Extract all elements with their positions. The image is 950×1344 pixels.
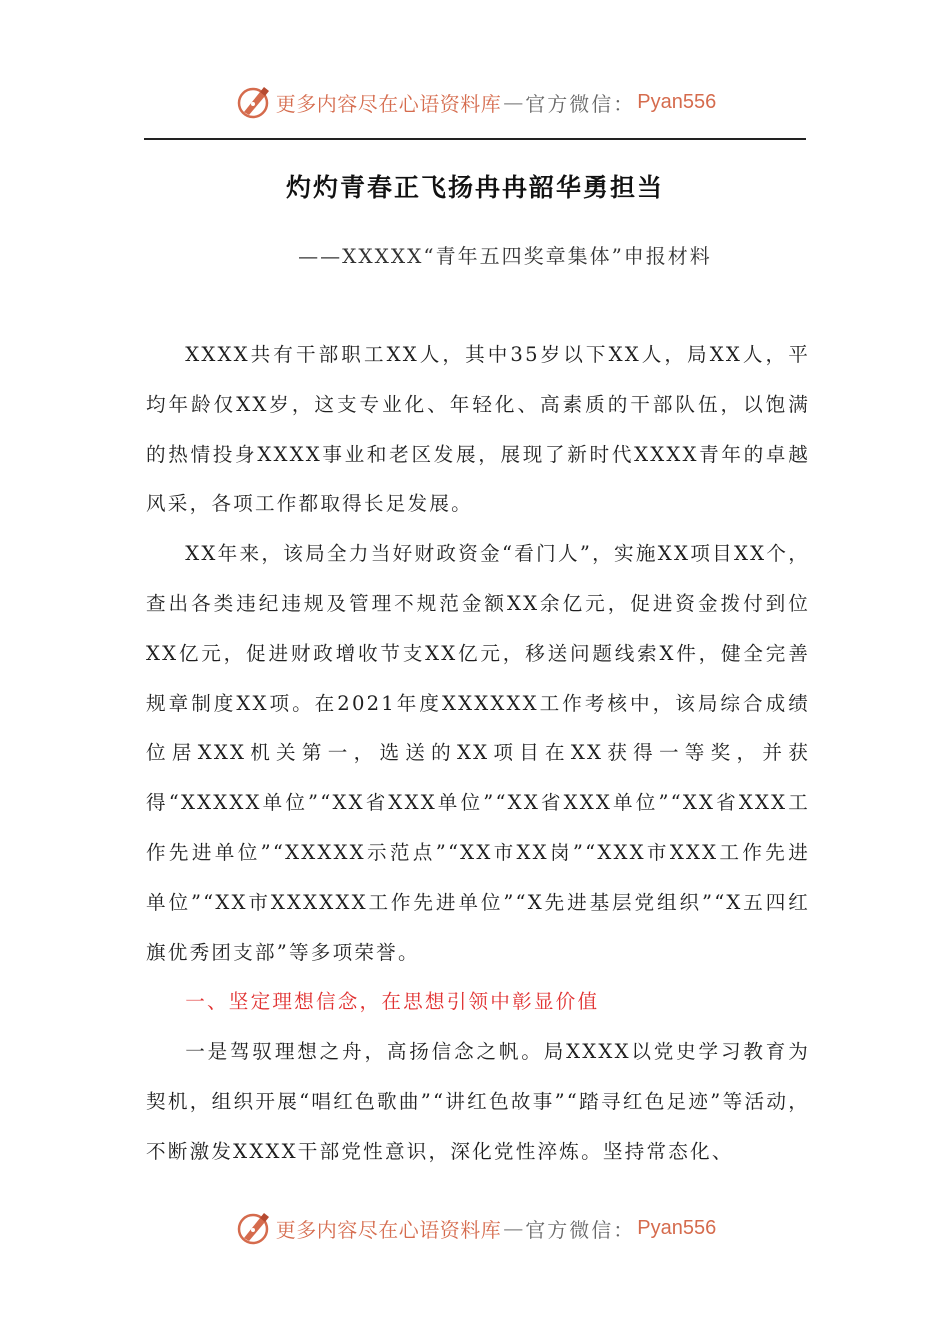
banner-site-name: 更多内容尽在心语资料库 <box>275 1217 502 1242</box>
section-heading: 一、坚定理想信念，在思想引领中彰显价值 <box>185 990 600 1014</box>
header-divider <box>144 138 806 140</box>
paragraph: XXXX共有干部职工XX人，其中35岁以下XX人，局XX人，平均年龄仅XX岁，这支专业化、年轻化、高素质的干部队伍，以饱满的热情投身XXXX事业和老区发展，展现了新时代XXXX青年的卓越风采，各项工作都取得长足发展。 <box>146 343 810 516</box>
pen-nib-circle-icon <box>234 1208 274 1248</box>
document-body <box>146 330 810 1177</box>
banner-site-name: 更多内容尽在心语资料库 <box>275 91 502 116</box>
banner-wechat-id: Pyan556 <box>637 90 717 113</box>
paragraph: XX年来，该局全力当好财政资金“看门人”，实施XX项目XX个，查出各类违纪违规及管理不规范金额XX余亿元，促进资金拨付到位XX亿元，促进财政增收节支XX亿元，移送问题线索X件，健全完善规章制度XX项。在2021年度XXXXXX工作考核中，该局综合成绩位居XXX机关第一，选送的XX项目在XX获得一等奖，并获得“XXXXX单位”“XX省XXX单位”“XX省XXX单位”“XX省XXX工作先进单位”“XXXXX示范点”“XX市XX岗”“XXX市XXX工作先进单位”“XX市XXXXXX工作先进单位”“X先进基层党组织”“X五四红旗优秀团支部”等多项荣誉。 <box>146 542 810 964</box>
banner-wechat-label: 官方微信： <box>525 1217 636 1242</box>
banner-wechat-id: Pyan556 <box>637 1216 717 1239</box>
paragraph: 一是驾驭理想之舟，高扬信念之帆。局XXXX以党史学习教育为契机，组织开展“唱红色歌曲”“讲红色故事”“踏寻红色足迹”等活动，不断激发XXXX干部党性意识，深化党性淬炼。坚持常态化、 <box>146 1040 810 1163</box>
banner-dash: — <box>503 90 524 114</box>
header-banner <box>0 82 950 122</box>
footer-banner <box>0 1208 950 1248</box>
pen-nib-circle-icon <box>234 82 274 122</box>
document-subtitle: ——XXXXX“青年五四奖章集体”申报材料 <box>298 244 712 268</box>
banner-wechat-label: 官方微信： <box>525 91 636 116</box>
banner-dash: — <box>503 1216 524 1240</box>
document-title: 灼灼青春正飞扬冉冉韶华勇担当 <box>285 173 664 202</box>
